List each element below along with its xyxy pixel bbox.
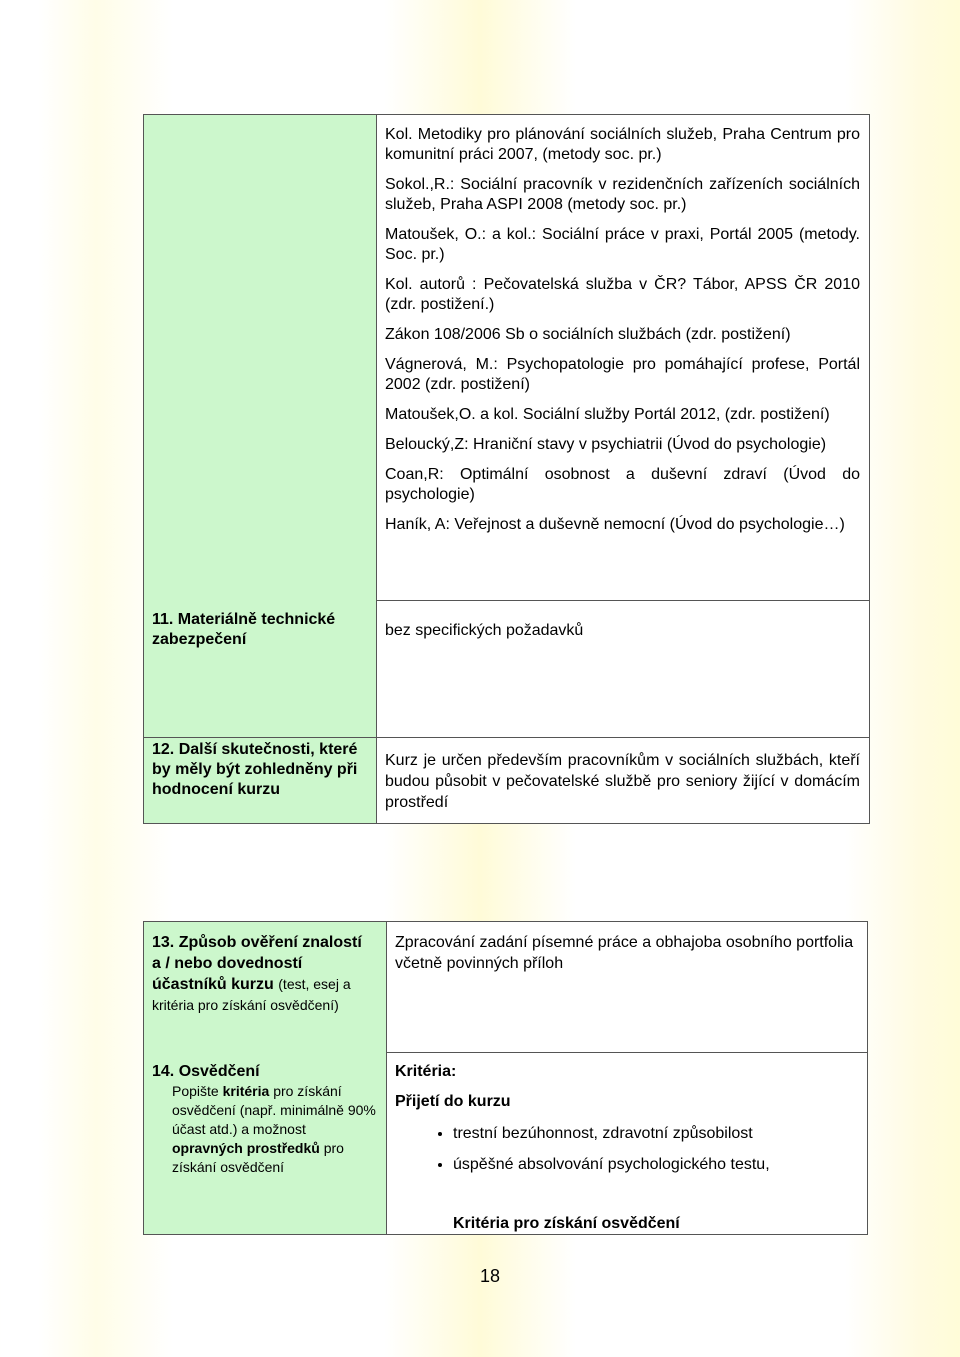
reference-item: Zákon 108/2006 Sb o sociálních službách (zdr. postižení) (385, 326, 791, 343)
reference-item: Vágnerová, M.: Psychopatologie pro pomáhající profese, Portál 2002 (zdr. postižení) (385, 356, 860, 393)
section-13-14-label-cell (144, 922, 387, 1234)
certificate-criteria-heading: Kritéria pro získání osvědčení (453, 1215, 680, 1232)
section-12-label-cell (144, 738, 377, 823)
section-13-value: Zpracování zadání písemné práce a obhajoba osobního portfolia včetně povinných příloh (395, 934, 854, 972)
row-divider (377, 600, 869, 601)
admission-criteria-list (395, 1124, 913, 1186)
reference-item: Matoušek, O.: a kol.: Sociální práce v praxi, Portál 2005 (metody. Soc. pr.) (385, 226, 860, 263)
section-14-description (172, 1082, 377, 1177)
section-14-title: 14. Osvědčení (152, 1063, 260, 1080)
section-13-14-content (387, 922, 867, 1234)
reference-item: Sokol.,R.: Sociální pracovník v rezidenčních zařízeních sociálních služeb, Praha ASPI 2008 (metody soc. pr.) (385, 176, 860, 213)
reference-item: Kol. Metodiky pro plánování sociálních služeb, Praha Centrum pro komunitní práci 2007, (metody soc. pr.) (385, 126, 860, 163)
reference-item: Beloucký,Z: Hraniční stavy v psychiatrii (Úvod do psychologie) (385, 436, 827, 453)
desc-text: pro získání osvědčení (172, 1140, 344, 1175)
table-section-11 (143, 114, 870, 739)
page-number: 18 (479, 1266, 501, 1286)
desc-bold: kritéria (222, 1083, 270, 1099)
reference-list (385, 125, 860, 545)
list-item: • trestní bezúhonnost, zdravotní způsobilost (453, 1124, 913, 1144)
list-item: • úspěšné absolvování psychologického testu, (453, 1155, 913, 1175)
desc-text: pro získání osvědčení (např. minimálně 90% účast atd.) a možnost (172, 1083, 376, 1137)
desc-bold: opravných prostředků (172, 1140, 320, 1156)
section-11-label-cell (144, 115, 377, 738)
section-11-content (377, 115, 869, 738)
reference-item: Matoušek,O. a kol. Sociální služby Portál 2012, (zdr. postižení) (385, 406, 830, 423)
section-13-label (152, 932, 374, 1016)
section-11-value: bez specifických požadavků (385, 622, 584, 639)
admission-heading: Přijetí do kurzu (395, 1093, 511, 1110)
reference-item: Haník, A: Veřejnost a duševně nemocní (Úvod do psychologie…) (385, 516, 845, 533)
table-section-13-14 (143, 921, 868, 1235)
row-divider (387, 1052, 867, 1053)
desc-text: Popište (172, 1083, 219, 1099)
section-11-label: 11. Materiálně technické zabezpečení (152, 611, 336, 648)
section-13-label-bold: 13. Způsob ověření znalostí a / nebo dovedností účastníků kurzu (152, 934, 362, 993)
reference-item: Kol. autorů : Pečovatelská služba v ČR? Tábor, APSS ČR 2010 (zdr. postižení.) (385, 276, 860, 313)
section-12-label: 12. Další skutečnosti, které by měly být zohledněny při hodnocení kurzu (152, 741, 358, 798)
section-13-label-normal: (test, esej a kritéria pro získání osvědčení) (152, 976, 351, 1013)
criteria-heading: Kritéria: (395, 1063, 457, 1080)
reference-item: Coan,R: Optimální osobnost a duševní zdraví (Úvod do psychologie) (385, 466, 860, 503)
section-12-value: Kurz je určen především pracovníkům v sociálních službách, kteří budou působit v pečovatelské službě pro seniory žijící v domácím prostředí (385, 752, 860, 811)
table-section-12 (143, 737, 870, 824)
section-12-content (377, 738, 869, 823)
